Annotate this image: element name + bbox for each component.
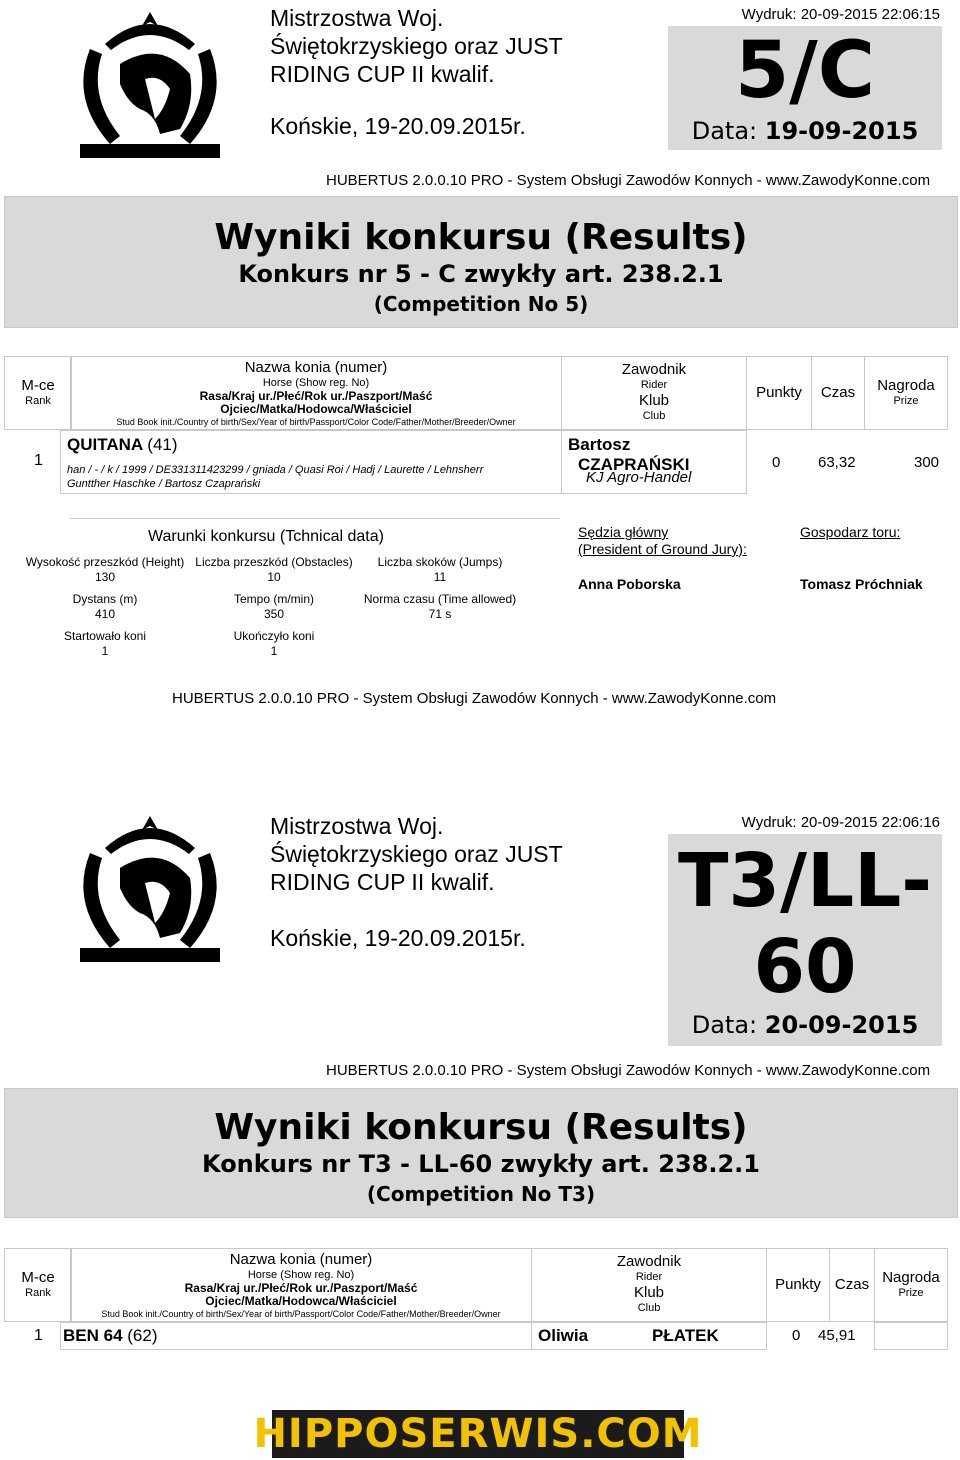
header-prize-2: Nagroda Prize: [874, 1248, 948, 1322]
horse-head-logo-2: [50, 808, 250, 968]
condition-obstacles: Liczba przeszkód (Obstacles) 10: [195, 555, 353, 584]
condition-jumps: Liczba skoków (Jumps) 11: [377, 555, 503, 584]
horse-cell-2: [60, 1322, 532, 1350]
header-time-2: Czas: [829, 1248, 875, 1322]
condition-tempo: Tempo (m/min) 350: [233, 592, 314, 621]
rider-last-name-2: PŁATEK: [652, 1326, 719, 1345]
condition-started: Startowało koni 1: [63, 629, 147, 658]
header-horse: Nazwa konia (numer) Horse (Show reg. No) Rasa/Kraj ur./Płeć/Rok ur./Paszport/Maść Ojciec/Matka/Hodowca/Właściciel Stud Book init./Country of birth/Sex/Year of birth/Passport/Color Code/Father/Mother/Breeder/Owner: [70, 356, 562, 430]
competition-code-line1: T3/LL-: [677, 838, 932, 924]
competition-code: 5/C: [734, 26, 875, 116]
header-rank: M-ce Rank: [4, 356, 72, 430]
header-points-2: Punkty: [766, 1248, 830, 1322]
row-rank-2: 1: [34, 1327, 43, 1344]
row-time: 63,32: [818, 454, 856, 471]
header-rank-2: M-ce Rank: [4, 1248, 72, 1322]
print-date: Wydruk: 20-09-2015 22:06:15: [741, 6, 940, 23]
course-designer-name: Tomasz Próchniak: [800, 576, 923, 592]
conditions-title: Warunki konkursu (Tchnical data): [148, 528, 384, 545]
sponsor-banner: [253, 1410, 703, 1458]
system-line: HUBERTUS 2.0.0.10 PRO - System Obsługi Zawodów Konnych - www.ZawodyKonne.com: [326, 172, 931, 189]
results-title-box: Wyniki konkursu (Results) Konkurs nr 5 - C zwykły art. 238.2.1 (Competition No 5): [4, 196, 958, 328]
print-date-2: Wydruk: 20-09-2015 22:06:16: [741, 814, 940, 831]
competition-code-box-2: [668, 834, 942, 1046]
course-designer-label: Gospodarz toru:: [800, 524, 901, 540]
header-rider: Zawodnik Rider Klub Club: [561, 356, 747, 430]
competition-code-line2: 60: [753, 924, 857, 1010]
table-row: [4, 430, 946, 494]
horse-head-logo: [50, 4, 250, 164]
header-prize: Nagroda Prize: [864, 356, 948, 430]
row-points-2: 0: [792, 1327, 801, 1344]
header-points: Punkty: [746, 356, 812, 430]
competition-date: Data: 19-09-2015: [691, 117, 919, 145]
competition-date-2: Data: 20-09-2015: [691, 1011, 919, 1039]
results-title-box-2: Wyniki konkursu (Results) Konkurs nr T3 - LL-60 zwykły art. 238.2.1 (Competition No T3): [4, 1088, 958, 1218]
rider-first-name: Bartosz: [568, 435, 631, 454]
organizer-title: Mistrzostwa Woj. Świętokrzyskiego oraz JUST RIDING CUP II kwalif. Końskie, 19-20.09.2015r.: [270, 5, 563, 139]
condition-finished: Ukończyło koni 1: [233, 629, 315, 658]
header-rider-2: Zawodnik Rider Klub Club: [531, 1248, 767, 1322]
sponsor-logo-text: HIPPOSERWIS.COM: [253, 1411, 703, 1457]
organizer-title-2: Mistrzostwa Woj. Świętokrzyskiego oraz JUST RIDING CUP II kwalif. Końskie, 19-20.09.2015r.: [270, 813, 563, 951]
table-row-2: [4, 1322, 946, 1350]
rider-first-name-2: Oliwia: [538, 1326, 589, 1345]
row-time-2: 45,91: [818, 1327, 856, 1344]
condition-distance: Dystans (m) 410: [72, 592, 138, 621]
horse-cell: [60, 430, 562, 494]
system-line-2: HUBERTUS 2.0.0.10 PRO - System Obsługi Zawodów Konnych - www.ZawodyKonne.com: [326, 1062, 931, 1079]
rider-cell: [561, 430, 747, 494]
judge-name: Anna Poborska: [578, 576, 681, 592]
header-horse-2: Nazwa konia (numer) Horse (Show reg. No) Rasa/Kraj ur./Płeć/Rok ur./Paszport/Maść Ojciec/Matka/Hodowca/Właściciel Stud Book init./Country of birth/Sex/Year of birth/Passport/Color Code/Father/Mother/Breeder/Owner: [70, 1248, 532, 1322]
horse-name-2: BEN 64 (62): [63, 1326, 158, 1345]
condition-time-allowed: Norma czasu (Time allowed) 71 s: [363, 592, 517, 621]
judge-label: Sędzia główny (President of Ground Jury):: [578, 524, 747, 557]
row-points: 0: [772, 454, 781, 471]
row-prize: 300: [914, 454, 940, 471]
prize-cell-2: [874, 1322, 948, 1350]
condition-height: Wysokość przeszkód (Height) 130: [25, 555, 185, 584]
horse-description: han / - / k / 1999 / DE331311423299 / gniada / Quasi Roi / Hadj / Laurette / Lehnsherr Guntther Haschke / Bartosz Czaprański: [67, 464, 484, 490]
competition-code-box: [668, 26, 942, 150]
header-time: Czas: [811, 356, 865, 430]
horse-name: QUITANA (41): [67, 435, 178, 454]
rider-cell-2: [531, 1322, 767, 1350]
rider-club: KJ Agro-Handel: [586, 469, 692, 486]
row-rank: 1: [34, 452, 43, 469]
footer-system-line: HUBERTUS 2.0.0.10 PRO - System Obsługi Zawodów Konnych - www.ZawodyKonne.com: [172, 690, 777, 707]
rider-last-name: CZAPRAŃSKI: [578, 455, 690, 474]
